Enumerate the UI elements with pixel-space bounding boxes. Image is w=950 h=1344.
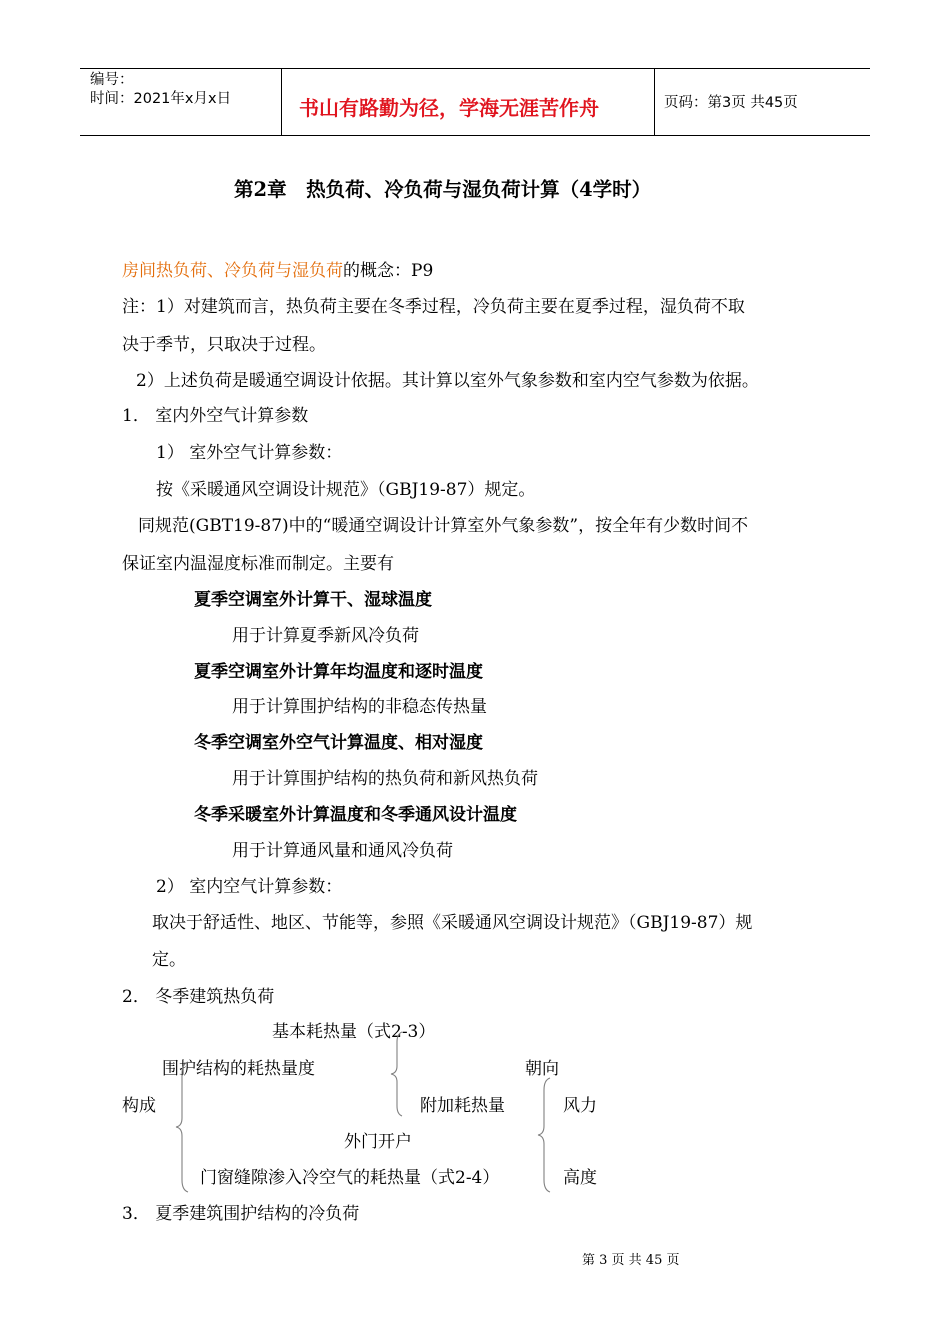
section1-sub2-line2: 定。	[152, 950, 186, 970]
page-footer: 第 3 页 共 45 页	[582, 1253, 680, 1268]
diagram-height: 高度	[563, 1168, 597, 1188]
note-line-2: 决于季节，只取决于过程。	[122, 335, 326, 355]
concept-highlight: 房间热负荷、冷负荷与湿负荷	[122, 261, 343, 281]
section1-heading: 1． 室内外空气计算参数	[122, 406, 309, 426]
diagram-infiltration-heat-loss: 门窗缝隙渗入冷空气的耗热量（式2-4）	[200, 1168, 500, 1188]
note-line-1: 注：1）对建筑而言，热负荷主要在冬季过程，冷负荷主要在夏季过程，湿负荷不取	[122, 297, 745, 317]
param-item-desc: 用于计算围护结构的热负荷和新风热负荷	[232, 769, 538, 789]
section1-sub2-line1: 取决于舒适性、地区、节能等，参照《采暖通风空调设计规范》（GBJ19-87）规	[152, 913, 753, 933]
section3-heading: 3． 夏季建筑围护结构的冷负荷	[122, 1204, 360, 1224]
concept-rest: 的概念：P9	[343, 261, 434, 281]
diagram-additional-heat-loss: 附加耗热量	[420, 1096, 505, 1116]
param-item-title: 夏季空调室外计算年均温度和逐时温度	[194, 662, 483, 682]
param-item-desc: 用于计算围护结构的非稳态传热量	[232, 697, 487, 717]
section2-heading-text: 2． 冬季建筑热负荷	[122, 987, 275, 1007]
section2-heading	[122, 987, 274, 1007]
diagram-wind: 风力	[563, 1096, 597, 1116]
param-item-title: 冬季空调室外空气计算温度、相对湿度	[194, 733, 483, 753]
diagram-composition: 构成	[122, 1096, 156, 1116]
document-number-label: 编号：	[90, 72, 134, 88]
param-item-desc: 用于计算通风量和通风冷负荷	[232, 841, 453, 861]
header-divider-1	[281, 68, 282, 136]
header-page-info: 页码：第3页 共45页	[664, 95, 798, 111]
chapter-title: 第2章 热负荷、冷负荷与湿负荷计算（4学时）	[234, 178, 652, 201]
brace-additional	[534, 1076, 554, 1194]
diagram-orientation: 朝向	[525, 1059, 559, 1079]
brace-envelope	[388, 1030, 406, 1118]
section1-sub1-text: 按《采暖通风空调设计规范》（GBJ19-87）规定。	[156, 480, 536, 500]
param-item-title: 冬季采暖室外计算温度和冬季通风设计温度	[194, 805, 517, 825]
section1-sub1: 1） 室外空气计算参数：	[156, 443, 343, 463]
param-item-desc: 用于计算夏季新风冷负荷	[232, 626, 419, 646]
brace-composition	[172, 1060, 192, 1194]
header-motto: 书山有路勤为径，学海无涯苦作舟	[299, 96, 599, 120]
section1-sub2: 2） 室内空气计算参数：	[156, 877, 343, 897]
diagram-envelope-heat-loss: 围护结构的耗热量度	[162, 1059, 315, 1079]
section1-para-line2: 保证室内温湿度标准而制定。主要有	[122, 554, 394, 574]
header-top-border	[80, 68, 870, 69]
section1-para-line1: 同规范(GBT19-87)中的“暖通空调设计计算室外气象参数”，按全年有少数时间不	[138, 516, 749, 536]
header-bottom-border	[80, 135, 870, 136]
param-item-title: 夏季空调室外计算干、湿球温度	[194, 590, 432, 610]
note-2: 2）上述负荷是暖通空调设计依据。其计算以室外气象参数和室内空气参数为依据。	[136, 371, 759, 391]
concept-line	[122, 261, 433, 281]
header-divider-2	[654, 68, 655, 136]
document-time-label: 时间：2021年x月x日	[90, 91, 232, 107]
diagram-door-opening: 外门开户	[344, 1132, 412, 1152]
diagram-basic-heat-loss: 基本耗热量（式2-3）	[272, 1022, 436, 1042]
